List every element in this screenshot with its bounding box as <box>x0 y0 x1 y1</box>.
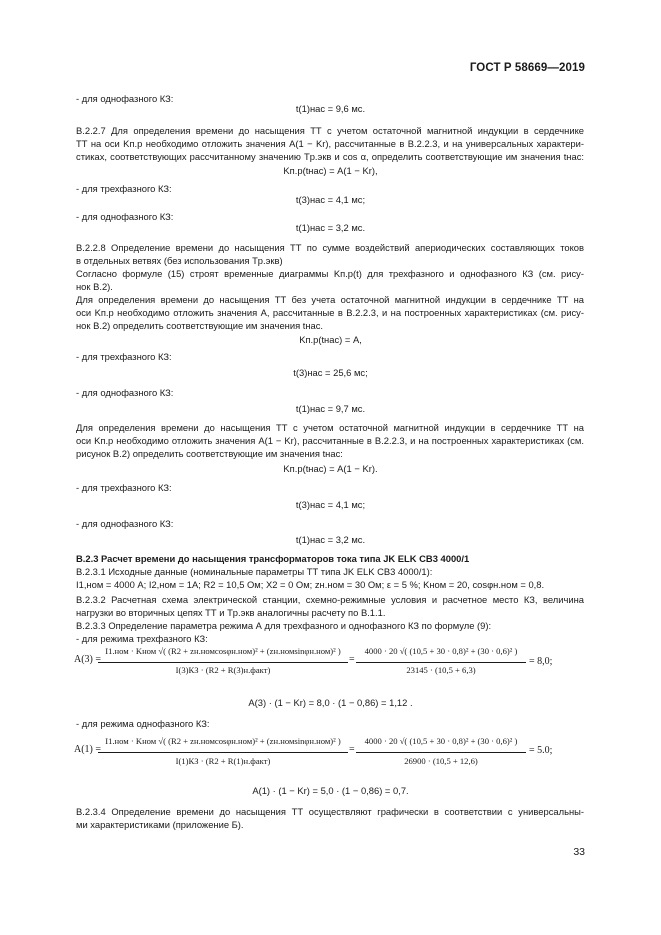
paragraph-line: В.2.3.2 Расчетная схема электрической станции, схемно-режимные условия и расчетное место КЗ, величина <box>76 594 584 605</box>
formula-a1-den-values: 26900 · (10,5 + 12,6) <box>404 756 478 766</box>
section-heading: В.2.3 Расчет времени до насыщения трансформаторов тока типа JK ELK CB3 4000/1 <box>76 553 470 564</box>
equals-sign: = <box>349 744 355 755</box>
paragraph-line: В.2.2.7 Для определения времени до насыщения ТТ с учетом остаточной магнитной индукции в сердечнике <box>76 125 584 136</box>
text-line: - для режима однофазного КЗ: <box>76 718 210 729</box>
text-line: - для однофазного КЗ: <box>76 93 174 104</box>
paragraph-line: В.2.3.3 Определение параметра режима А для трехфазного и однофазного КЗ по формуле (9): <box>76 620 492 631</box>
paragraph-line: I1,ном = 4000 А; I2,ном = 1А; R2 = 10,5 Ом; X2 = 0 Ом; zн.ном = 30 Ом; ε = 5 %; Kном = 20, cosφн.ном = 0,8. <box>76 579 545 590</box>
formula-line: t(1)нас = 9,6 мс. <box>295 103 366 114</box>
formula-a1-num-values: 4000 · 20 √( (10,5 + 30 · 0,8)² + (30 · 0,6)² ) <box>364 736 518 746</box>
text-line: - для однофазного КЗ: <box>76 518 174 529</box>
paragraph-line: ТТ на оси Kп.р необходимо отложить значения A(1 − Kr), рассчитанные в В.2.2.3, и на универсальных характери- <box>76 138 584 149</box>
formula-line: t(1)нас = 9,7 мс. <box>295 403 366 414</box>
fraction-bar <box>98 752 348 753</box>
page-number: 33 <box>573 846 585 858</box>
paragraph-line: Для определения времени до насыщения ТТ с учетом остаточной магнитной индукции в сердечнике ТТ на <box>76 422 584 433</box>
formula-a1-kr: A(1) · (1 − Kr) = 5,0 · (1 − 0,86) = 0,7. <box>252 785 409 796</box>
paragraph-line: нок В.2) определить соответствующие им значения tнас. <box>76 320 324 331</box>
formula-a3-lhs: A(3) = <box>74 654 102 665</box>
standard-header: ГОСТ Р 58669—2019 <box>469 62 585 74</box>
formula-line: Kп.р(tнас) = A(1 − Kr), <box>283 165 378 176</box>
formula-a3-kr: A(3) · (1 − Kr) = 8,0 · (1 − 0,86) = 1,12 . <box>248 697 413 708</box>
formula-line: Kп.р(tнас) = A(1 − Kr). <box>283 463 378 474</box>
formula-a1-denominator: I(1)КЗ · (R2 + R(1)н.факт) <box>175 756 271 766</box>
formula-a1-numerator: I1.ном · Kном √( (R2 + zн.номcosφн.ном)² + (zн.номsinφн.ном)² ) <box>105 736 341 746</box>
paragraph-line: в отдельных ветвях (без использования Tр.экв) <box>76 255 283 266</box>
formula-line: t(1)нас = 3,2 мс. <box>295 222 366 233</box>
paragraph-line: В.2.3.4 Определение времени до насыщения ТТ осуществляют графически в соответствии с универсальны- <box>76 806 584 817</box>
formula-line: t(3)нас = 25,6 мс; <box>293 367 368 378</box>
fraction-bar <box>356 662 526 663</box>
paragraph-line: Для определения времени до насыщения ТТ без учета остаточной магнитной индукции в сердечнике ТТ на <box>76 294 584 305</box>
text-line: - для режима трехфазного КЗ: <box>76 633 208 644</box>
text-line: - для трехфазного КЗ: <box>76 482 172 493</box>
formula-a3-den-values: 23145 · (10,5 + 6,3) <box>406 665 476 675</box>
formula-line: Kп.р(tнас) = A, <box>299 334 362 345</box>
formula-a1-result: = 5.0; <box>529 745 553 756</box>
fraction-bar <box>98 662 348 663</box>
text-line: - для однофазного КЗ: <box>76 387 174 398</box>
paragraph-line: нок В.2). <box>76 281 113 292</box>
paragraph-line: В.2.2.8 Определение времени до насыщения ТТ по сумме воздействий апериодических составляющих токов <box>76 242 584 253</box>
fraction-bar <box>356 752 526 753</box>
formula-line: t(3)нас = 4,1 мс; <box>295 499 366 510</box>
formula-a3-denominator: I(3)КЗ · (R2 + R(3)н.факт) <box>175 665 271 675</box>
paragraph-line: нагрузки во вторичных цепях ТТ и Tр.экв аналогичны расчету по В.1.1. <box>76 607 386 618</box>
formula-line: t(1)нас = 3,2 мс. <box>295 534 366 545</box>
paragraph-line: стиках, соответствующих рассчитанному значению Tр.экв и cos α, определить соответствующие им значения tнас: <box>76 151 584 162</box>
equals-sign: = <box>349 654 355 665</box>
paragraph-line: оси Kп.р необходимо отложить значения A, рассчитанные в В.2.2.3, и на построенных характеристиках (см. рису- <box>76 307 584 318</box>
formula-a3-numerator: I1.ном · Kном √( (R2 + zн.номcosφн.ном)² + (zн.номsinφн.ном)² ) <box>105 646 341 656</box>
formula-line: t(3)нас = 4,1 мс; <box>295 194 366 205</box>
text-line: - для трехфазного КЗ: <box>76 351 172 362</box>
text-line: - для однофазного КЗ: <box>76 211 174 222</box>
paragraph-line: оси Kп.р необходимо отложить значения A(1 − Kr), рассчитанные в В.2.2.3, и на построенных характеристиках (см. <box>76 435 584 446</box>
paragraph-line: рисунок В.2) определить соответствующие им значения tнас: <box>76 448 343 459</box>
formula-a1-lhs: A(1) = <box>74 744 102 755</box>
paragraph-line: Согласно формуле (15) строят временные диаграммы Kп.р(t) для трехфазного и однофазного КЗ (см. рису- <box>76 268 584 279</box>
text-line: - для трехфазного КЗ: <box>76 183 172 194</box>
formula-a3-num-values: 4000 · 20 √( (10,5 + 30 · 0,8)² + (30 · 0,6)² ) <box>364 646 518 656</box>
paragraph-line: В.2.3.1 Исходные данные (номинальные параметры ТТ типа JK ELK CB3 4000/1): <box>76 566 433 577</box>
paragraph-line: ми характеристиками (приложение Б). <box>76 819 244 830</box>
formula-a3-result: = 8,0; <box>529 656 553 667</box>
